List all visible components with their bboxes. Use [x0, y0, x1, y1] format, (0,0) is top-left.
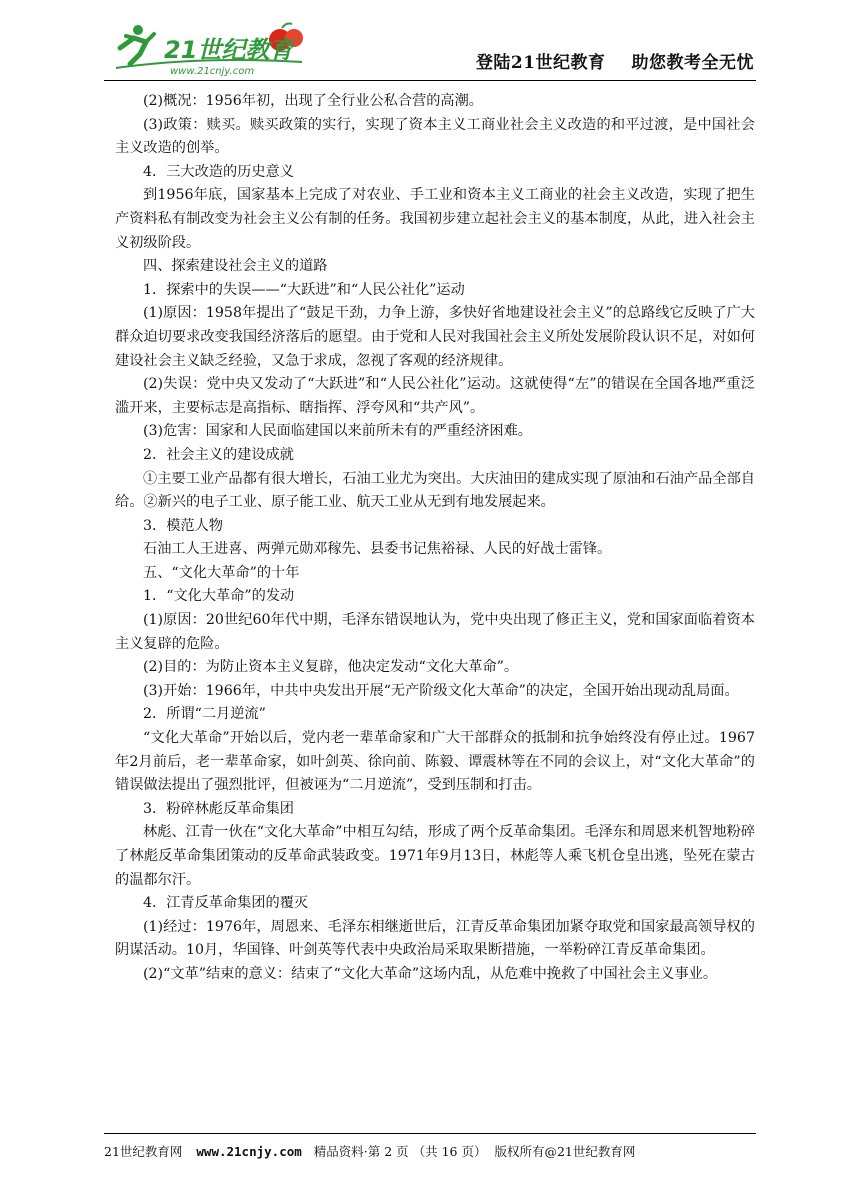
paragraph: (3)政策：赎买。赎买政策的实行，实现了资本主义工商业社会主义改造的和平过渡，是中国社会主义改造的创举。 [115, 116, 755, 157]
section-heading: 五、“文化大革命”的十年 [143, 564, 300, 581]
paragraph: (2)概况：1956年初，出现了全行业公私合营的高潮。 [143, 93, 483, 109]
paragraph: (3)开始：1966年，中共中央发出开展“无产阶级文化大革命”的决定，全国开始出现动乱局面。 [143, 682, 739, 699]
paragraph: ①主要工业产品都有很大增长，石油工业尤为突出。大庆油田的建成实现了原油和石油产品全部自给。②新兴的电子工业、原子能工业、航天工业从无到有地发展起来。 [115, 470, 755, 511]
paragraph: (1)经过：1976年，周恩来、毛泽东相继逝世后，江青反革命集团加紧夺取党和国家最高领导权的阴谋活动。10月，华国锋、叶剑英等代表中央政治局采取果断措施，一举粉碎江青反革命集团。 [115, 918, 755, 959]
footer-divider [104, 1133, 756, 1134]
paragraph: (1)原因：1958年提出了“鼓足干劲，力争上游，多快好省地建设社会主义”的总路线它反映了广大群众迫切要求改变我国经济落后的愿望。由于党和人民对我国社会主义所处发展阶段认识不足，对如何建设社会主义缺乏经验，又急于求成，忽视了客观的经济规律。 [115, 305, 755, 369]
paragraph: (3)危害：国家和人民面临建国以来前所未有的严重经济困难。 [143, 423, 532, 440]
section-heading: 2．社会主义的建设成就 [143, 446, 294, 463]
section-heading: 3．粉碎林彪反革命集团 [143, 800, 294, 817]
logo-graphic [112, 18, 312, 78]
section-heading: 3．模范人物 [143, 517, 223, 534]
paragraph: 石油工人王进喜、两弹元勋邓稼先、县委书记焦裕禄、人民的好战士雷锋。 [143, 541, 612, 558]
section-heading: 1．“文化大革命”的发动 [143, 588, 295, 605]
slogan-left: 登陆21世纪教育 [475, 53, 606, 73]
logo-title: 21世纪教育 [164, 36, 294, 64]
paragraph: 到1956年底，国家基本上完成了对农业、手工业和资本主义工商业的社会主义改造，实现了把生产资料私有制改变为社会主义公有制的任务。我国初步建立起社会主义的基本制度，从此，进入社会主义初级阶段。 [115, 187, 755, 251]
footer-site-name: 21世纪教育网 [104, 1144, 183, 1159]
section-heading: 1．探索中的失误——“大跃进”和“人民公社化”运动 [143, 281, 465, 298]
section-heading: 4．江青反革命集团的覆灭 [143, 895, 309, 912]
paragraph: 林彪、江青一伙在“文化大革命”中相互勾结，形成了两个反革命集团。毛泽东和周恩来机智地粉碎了林彪反革命集团策动的反革命武装政变。1971年9月13日，林彪等人乘飞机仓皇出逃，坠死在蒙古的温都尔汗。 [115, 824, 755, 888]
slogan-right: 助您教考全无忧 [631, 53, 754, 73]
page-footer [104, 1142, 635, 1160]
paragraph: (2)“文革”结束的意义：结束了“文化大革命”这场内乱，从危难中挽救了中国社会主义事业。 [143, 965, 718, 982]
paragraph: (2)目的：为防止资本主义复辟，他决定发动“文化大革命”。 [143, 659, 519, 676]
paragraph: (2)失误：党中央又发动了“大跃进”和“人民公社化”运动。这就使得“左”的错误在全国各地严重泛滥开来，主要标志是高指标、瞎指挥、浮夸风和“共产风”。 [115, 376, 755, 416]
logo-url: www.21cnjy.com [170, 66, 255, 77]
paragraph: (1)原因：20世纪60年代中期，毛泽东错误地认为，党中央出现了修正主义，党和国家面临着资本主义复辟的危险。 [115, 612, 755, 652]
logo [112, 18, 312, 78]
document-body [115, 90, 755, 987]
paragraph: “文化大革命”开始以后，党内老一辈革命家和广大干部群众的抵制和抗争始终没有停止过。1967年2月前后，老一辈革命家，如叶剑英、徐向前、陈毅、谭震林等在不同的会议上，对“文化大革命”的错误做法提出了强烈批评，但被诬为“二月逆流”，受到压制和打击。 [115, 730, 755, 794]
header-divider [104, 80, 756, 81]
section-heading: 4．三大改造的历史意义 [143, 163, 294, 180]
footer-page-info: 精品资料·第 2 页 （共 16 页） [313, 1144, 487, 1159]
header-slogan [476, 48, 754, 73]
footer-site-url[interactable]: www.21cnjy.com [196, 1144, 302, 1159]
section-heading: 四、探索建设社会主义的道路 [143, 258, 328, 275]
section-heading: 2．所谓“二月逆流” [143, 706, 266, 723]
footer-copyright: 版权所有@21世纪教育网 [494, 1144, 636, 1159]
